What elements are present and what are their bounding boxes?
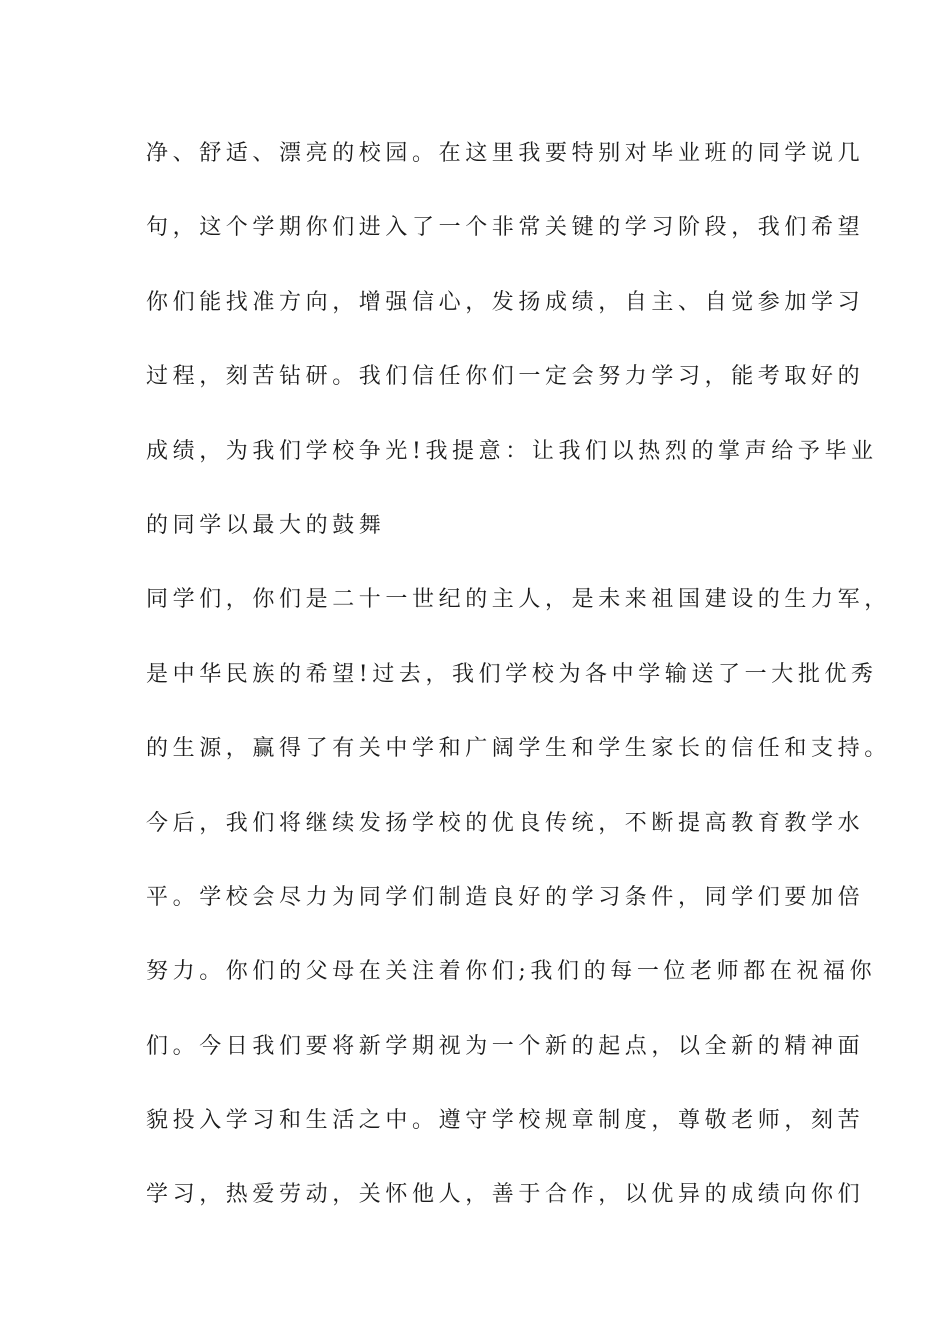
text-line: 成绩，为我们学校争光!我提意：让我们以热烈的掌声给予毕业 [146, 438, 878, 464]
text-line: 同学们，你们是二十一世纪的主人，是未来祖国建设的生力军， [146, 587, 891, 613]
text-line: 你们能找准方向，增强信心，发扬成绩，自主、自觉参加学习 [146, 289, 865, 315]
document-body [146, 128, 891, 1244]
text-line: 过程，刻苦钻研。我们信任你们一定会努力学习，能考取好的 [146, 364, 865, 390]
text-line: 努力。你们的父母在关注着你们;我们的每一位老师都在祝福你 [146, 959, 877, 985]
text-line: 的同学以最大的鼓舞 [146, 512, 386, 538]
text-line: 的生源，赢得了有关中学和广阔学生和学生家长的信任和支持。 [146, 736, 891, 762]
text-line: 句，这个学期你们进入了一个非常关键的学习阶段，我们希望 [146, 215, 865, 241]
text-line: 今后，我们将继续发扬学校的优良传统，不断提高教育教学水 [146, 810, 865, 836]
text-line: 平。学校会尽力为同学们制造良好的学习条件，同学们要加倍 [146, 884, 865, 910]
text-line: 貌投入学习和生活之中。遵守学校规章制度，尊敬老师，刻苦 [146, 1108, 865, 1134]
text-line: 学习，热爱劳动，关怀他人，善于合作，以优异的成绩向你们 [146, 1182, 865, 1208]
text-line: 们。今日我们要将新学期视为一个新的起点，以全新的精神面 [146, 1033, 865, 1059]
text-line: 净、舒适、漂亮的校园。在这里我要特别对毕业班的同学说几 [146, 141, 865, 166]
text-line: 是中华民族的希望!过去，我们学校为各中学输送了一大批优秀 [146, 661, 878, 687]
